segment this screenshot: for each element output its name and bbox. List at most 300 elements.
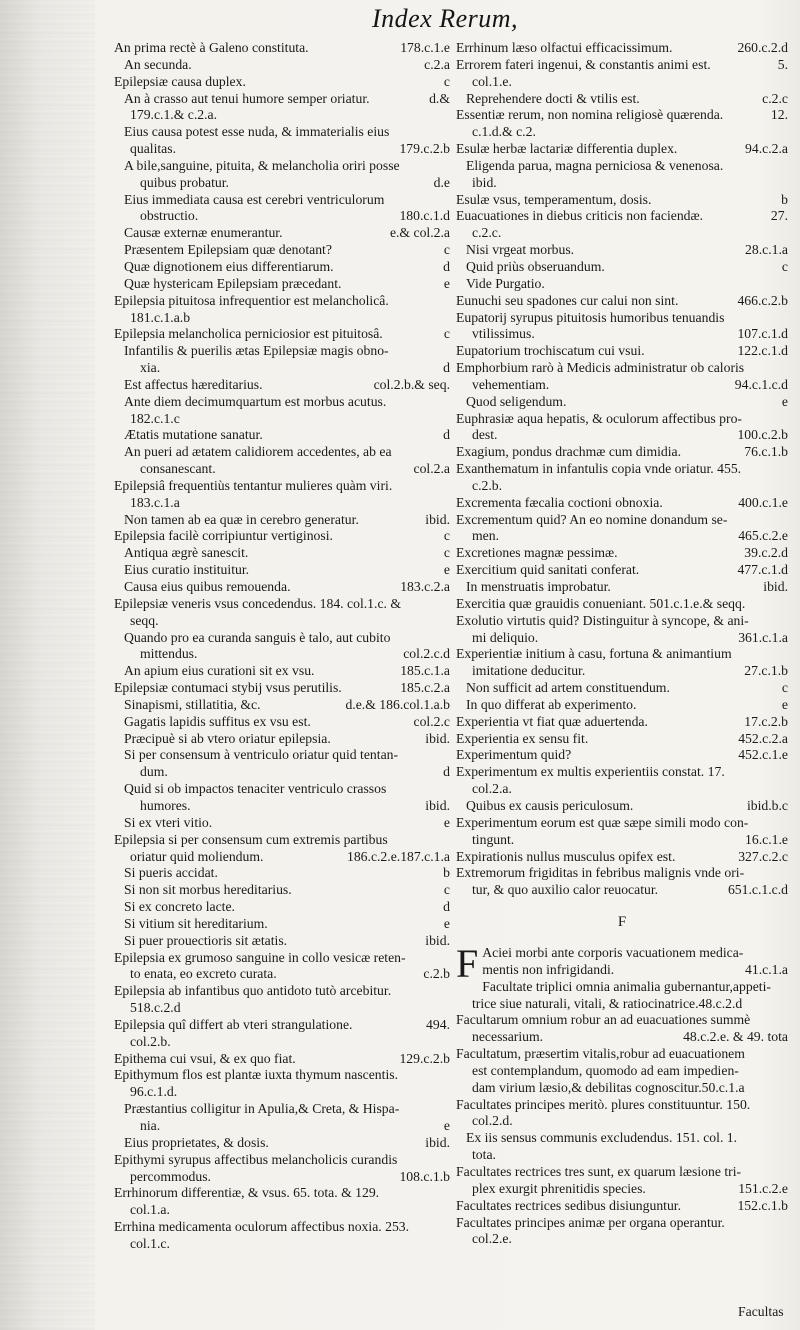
entry-reference — [782, 1231, 788, 1248]
entry-text: 179.c.1.& c.2.a. — [130, 107, 218, 123]
entry-reference: 5. — [777, 56, 788, 72]
index-entry-line — [114, 1185, 450, 1202]
index-entry-line — [114, 444, 450, 461]
entry-text: percommodus. — [130, 1168, 211, 1184]
entry-text: Epilepsia facilè corripiuntur vertiginosi. — [114, 528, 333, 544]
entry-reference — [782, 158, 788, 175]
index-entry-line — [456, 832, 788, 849]
entry-reference: ibid. — [763, 579, 788, 594]
entry-text: c.1.d.& c.2. — [472, 124, 536, 140]
index-entry-line — [456, 427, 788, 444]
entry-reference: d.e.& 186.col.1.a.b — [345, 696, 450, 712]
entry-reference: 179.c.2.b — [399, 141, 450, 157]
entry-text: Eligenda parua, magna perniciosa & venenosa. — [466, 157, 724, 173]
entry-reference — [444, 1101, 450, 1118]
entry-text: c.2.b. — [472, 477, 503, 493]
index-entry-line — [456, 1147, 788, 1164]
entry-reference: 452.c.2.a — [738, 730, 788, 746]
index-entry-line — [114, 579, 450, 596]
index-entry-line — [456, 1198, 788, 1215]
entry-reference — [444, 781, 450, 798]
entry-reference — [782, 1147, 788, 1164]
index-entry-line — [114, 192, 450, 209]
entry-reference: ibid.b.c — [746, 797, 788, 813]
entry-reference: 452.c.1.e — [738, 747, 788, 763]
index-entry-line — [456, 680, 788, 697]
index-entry-line — [114, 259, 450, 276]
index-entry-line — [456, 293, 788, 310]
entry-text: Ætatis mutatione sanatur. — [124, 427, 263, 443]
entry-reference: b — [443, 865, 450, 881]
entry-reference — [444, 124, 450, 141]
index-entry-line — [456, 764, 788, 781]
index-entry-line — [456, 360, 788, 377]
entry-reference — [782, 276, 788, 293]
index-entry-line — [114, 562, 450, 579]
entry-text: Excrementum quid? An eo nomine donandum se- — [456, 511, 728, 527]
index-entry-line — [114, 781, 450, 798]
index-entry-line — [456, 1113, 788, 1130]
entry-reference: 361.c.1.a — [738, 629, 788, 645]
entry-text: Emphorbium rarò à Medicis administratur ob caloris — [456, 360, 745, 376]
entry-text: humores. — [140, 797, 191, 813]
entry-text: Essentiæ rerum, non nomina religiosè quærenda. — [456, 107, 724, 123]
index-entry-line — [114, 124, 450, 141]
index-entry-line — [456, 1164, 788, 1181]
index-entry-line — [456, 1029, 788, 1046]
index-entry-line — [114, 764, 450, 781]
index-entry-line — [114, 1236, 450, 1253]
index-entry-line — [114, 966, 450, 983]
entry-text: Causæ externæ enumerantur. — [124, 225, 283, 241]
entry-reference — [782, 1012, 788, 1029]
entry-text: 96.c.1.d. — [130, 1084, 178, 1100]
entry-reference: 100.c.2.b — [737, 427, 788, 443]
entry-text: Ante diem decimumquartum est morbus acutus. — [124, 393, 387, 409]
entry-reference: e — [443, 275, 450, 291]
index-entry-line — [114, 714, 450, 731]
index-entry-line — [114, 697, 450, 714]
entry-text: Excretiones magnæ pessimæ. — [456, 545, 618, 561]
entry-reference: 183.c.2.a — [400, 579, 450, 594]
entry-text: mi deliquio. — [472, 629, 539, 645]
running-header: Index Rerum, — [372, 4, 519, 33]
index-entry-line — [114, 175, 450, 192]
entry-text: Experimentum eorum est quæ sæpe simili modo con- — [456, 814, 749, 830]
index-entry-line — [456, 613, 788, 630]
entry-text: Vide Purgatio. — [466, 275, 545, 291]
entry-text: Antiqua ægrè sanescit. — [124, 545, 249, 561]
entry-reference: c — [443, 545, 450, 561]
entry-reference: c.2.b — [423, 966, 450, 982]
index-entry-line — [114, 225, 450, 242]
entry-text: mentis non infrigidandi. — [482, 961, 615, 977]
entry-text: An apium eius curationi sit ex vsu. — [124, 663, 315, 679]
entry-reference: 39.c.2.d — [744, 545, 788, 561]
entry-reference: d — [443, 899, 450, 915]
entry-reference — [782, 512, 788, 529]
entry-text: Quod seligendum. — [466, 393, 567, 409]
entry-text: An prima rectè à Galeno constituta. — [114, 40, 309, 55]
entry-reference — [444, 613, 450, 630]
entry-reference: 48.c.2.e. & 49. tota — [683, 1029, 788, 1045]
index-entry-line — [114, 1067, 450, 1084]
index-entry-line — [114, 343, 450, 360]
index-entry-line — [482, 945, 788, 962]
entry-text: 518.c.2.d — [130, 1000, 181, 1016]
entry-reference — [444, 158, 450, 175]
index-entry-line — [456, 882, 788, 899]
index-entry-line — [114, 882, 450, 899]
entry-reference: e — [443, 562, 450, 578]
index-entry-line — [114, 663, 450, 680]
entry-reference: col.2.b.& seq. — [373, 376, 450, 392]
entry-text: Excrementa fæcalia coctioni obnoxia. — [456, 494, 663, 510]
entry-reference: 76.c.1.b — [744, 444, 788, 460]
entry-text: Epilepsia pituitosa infrequentior est melancholicâ. — [114, 292, 389, 308]
entry-reference — [782, 124, 788, 141]
index-entry-line — [114, 1118, 450, 1135]
entry-reference: ibid. — [425, 730, 450, 746]
entry-reference — [782, 461, 788, 478]
entry-reference — [782, 225, 788, 242]
entry-text: Quid priùs obseruandum. — [466, 258, 605, 274]
index-entry-line — [114, 91, 450, 108]
entry-text: In menstruatis improbatur. — [466, 579, 611, 594]
entry-text: Epilepsiâ frequentiùs tentantur mulieres quàm viri. — [114, 477, 393, 493]
entry-text: Facultate triplici omnia animalia gubernantur,appeti- — [482, 978, 771, 994]
entry-text: ibid. — [472, 174, 497, 190]
index-entry-line — [114, 107, 450, 124]
entry-text: col.2.b. — [130, 1033, 171, 1049]
entry-reference: 152.c.1.b — [737, 1197, 788, 1213]
entry-reference: c — [781, 680, 788, 696]
index-entry-line — [114, 1169, 450, 1186]
index-entry-line — [456, 411, 788, 428]
entry-text: imitatione deducitur. — [472, 663, 586, 679]
entry-reference: ibid. — [425, 932, 450, 948]
entry-text: obstructio. — [140, 208, 199, 224]
entry-text: 183.c.1.a — [130, 494, 180, 510]
entry-reference — [782, 996, 788, 1013]
entry-reference: e — [781, 696, 788, 712]
entry-text: Epilepsia ex grumoso sanguine in collo vesicæ reten- — [114, 949, 406, 965]
index-entry-line — [456, 276, 788, 293]
entry-reference — [444, 1000, 450, 1017]
entry-reference — [782, 411, 788, 428]
entry-text: Epithymum flos est plantæ iuxta thymum nascentis. — [114, 1067, 398, 1083]
entry-reference — [782, 478, 788, 495]
entry-reference: d — [443, 764, 450, 780]
entry-text: Experimentum quid? — [456, 747, 572, 763]
entry-text: col.1.e. — [472, 73, 512, 89]
entry-reference: 651.c.1.c.d — [727, 882, 788, 898]
index-entry-line — [456, 849, 788, 866]
entry-text: dam virium læsio,& debilitas cognoscitur.50.c.1.a — [472, 1079, 745, 1095]
entry-text: Quæ dignotionem eius differentiarum. — [124, 258, 334, 274]
index-entry-line — [456, 512, 788, 529]
entry-text: Reprehendere docti & vtilis est. — [466, 90, 640, 106]
entry-text: Exercitium quid sanitati conferat. — [456, 562, 640, 578]
entry-text: Quando pro ea curanda sanguis è talo, aut cubito — [124, 629, 391, 645]
index-entry-line — [456, 310, 788, 327]
index-entry-line — [114, 849, 450, 866]
entry-text: Infantilis & puerilis ætas Epilepsiæ magis obno- — [124, 343, 389, 359]
entry-reference: 16.c.1.e — [745, 831, 788, 847]
index-entry-line — [114, 377, 450, 394]
entry-reference — [444, 1152, 450, 1169]
entry-reference — [782, 175, 788, 192]
entry-reference — [444, 630, 450, 647]
entry-reference — [782, 1113, 788, 1130]
entry-reference — [782, 979, 788, 996]
entry-reference: 185.c.1.a — [400, 663, 450, 679]
entry-reference — [782, 310, 788, 327]
entry-text: Facultates rectrices sedibus disiunguntur. — [456, 1197, 682, 1213]
entry-text: Exagium, pondus drachmæ cum dimidia. — [456, 444, 682, 460]
entry-text: Si non sit morbus hereditarius. — [124, 882, 292, 898]
index-entry-line — [456, 798, 788, 815]
entry-text: Epilepsiæ veneris vsus concedendus. 184. col.1.c. & — [114, 595, 402, 611]
entry-text: Epithymi syrupus affectibus melancholicis curandis — [114, 1151, 398, 1167]
index-entry-line — [456, 865, 788, 882]
entry-reference — [782, 1164, 788, 1181]
entry-text: Eunuchi seu spadones cur calui non sint. — [456, 292, 679, 308]
entry-text: Ex iis sensus communis excludendus. 151. col. 1. — [466, 1130, 738, 1146]
entry-text: xia. — [140, 360, 161, 376]
index-entry-line — [456, 343, 788, 360]
index-entry-line — [456, 57, 788, 74]
entry-text: Exercitia quæ grauidis conueniant. 501.c.1.e.& seqq. — [456, 595, 746, 611]
entry-reference — [444, 1236, 450, 1253]
index-entry-line — [114, 478, 450, 495]
entry-reference: 122.c.1.d — [737, 343, 788, 359]
index-entry-line — [114, 1000, 450, 1017]
index-entry-line — [114, 545, 450, 562]
entry-text: Euphrasiæ aqua hepatis, & oculorum affectibus pro- — [456, 410, 742, 426]
index-entry-line — [114, 310, 450, 327]
entry-reference: 466.c.2.b — [737, 292, 788, 308]
entry-reference — [444, 1202, 450, 1219]
entry-reference: 327.c.2.c — [738, 848, 788, 864]
index-entry-line — [114, 1051, 450, 1068]
index-entry-line — [114, 798, 450, 815]
entry-reference: e — [443, 915, 450, 931]
entry-reference — [782, 1080, 788, 1097]
index-entry-line — [114, 983, 450, 1000]
index-entry-line — [456, 1231, 788, 1248]
index-entry-line — [114, 680, 450, 697]
index-entry-line — [456, 175, 788, 192]
index-entry-line — [456, 1080, 788, 1097]
index-entry-line — [456, 1063, 788, 1080]
index-entry-line — [114, 731, 450, 748]
entry-text: mittendus. — [140, 646, 198, 662]
entry-text: Aciei morbi ante corporis vacuationem medica- — [482, 945, 744, 961]
entry-text: Expirationis nullus musculus opifex est. — [456, 848, 676, 864]
entry-reference — [444, 478, 450, 495]
entry-text: Errorem fateri ingenui, & constantis animi est. — [456, 56, 711, 72]
entry-text: Errhina medicamenta oculorum affectibus noxia. 253. — [114, 1219, 410, 1235]
index-entry-line — [114, 242, 450, 259]
entry-text: An à crasso aut tenui humore semper oriatur. — [124, 90, 370, 106]
entry-reference: col.2.a — [413, 461, 450, 477]
entry-text: Exolutio virtutis quid? Distinguitur à syncope, & ani- — [456, 612, 749, 628]
index-entry-line — [456, 815, 788, 832]
entry-reference: c — [443, 242, 450, 258]
index-entry-line — [456, 1215, 788, 1232]
entry-reference — [444, 310, 450, 327]
entry-reference: e — [781, 393, 788, 409]
index-entry-line — [114, 1219, 450, 1236]
entry-text: Epilepsia quî differt ab vteri strangulatione. — [114, 1016, 353, 1032]
entry-reference — [444, 411, 450, 428]
entry-text: quibus probatur. — [140, 174, 229, 190]
entry-text: 182.c.1.c — [130, 410, 180, 426]
entry-reference: col.2.c — [413, 713, 450, 729]
entry-text: Si vitium sit hereditarium. — [124, 915, 268, 931]
entry-text: col.2.a. — [472, 781, 512, 797]
entry-reference — [782, 1063, 788, 1080]
index-entry-line — [114, 815, 450, 832]
index-entry-line — [456, 74, 788, 91]
index-entry-line — [456, 377, 788, 394]
index-entry-line — [456, 1012, 788, 1029]
entry-text: col.2.e. — [472, 1231, 512, 1247]
index-entry-line — [456, 91, 788, 108]
entry-reference: c — [443, 73, 450, 89]
entry-reference — [782, 781, 788, 798]
index-entry-line — [456, 326, 788, 343]
index-entry-line — [456, 259, 788, 276]
index-entry-line — [456, 545, 788, 562]
index-entry-line — [114, 646, 450, 663]
index-entry-line — [456, 1181, 788, 1198]
entry-text: col.1.a. — [130, 1202, 170, 1218]
entry-text: tur, & quo auxilio calor reuocatur. — [472, 882, 659, 898]
entry-text: Gagatis lapidis suffitus ex vsu est. — [124, 713, 311, 729]
entry-text: Facultarum omnium robur an ad euacuationes summè — [456, 1012, 751, 1028]
entry-reference — [444, 293, 450, 310]
f-entries — [456, 979, 788, 1249]
index-column-left — [114, 40, 450, 1253]
entry-text: necessarium. — [472, 1029, 544, 1045]
entry-reference: c — [781, 258, 788, 274]
index-entry-line — [114, 394, 450, 411]
index-entry-line — [114, 1152, 450, 1169]
entry-reference — [444, 343, 450, 360]
entry-reference — [444, 832, 450, 849]
index-entry-line — [114, 40, 450, 57]
entry-text: An secunda. — [124, 56, 192, 72]
entry-text: qualitas. — [130, 141, 176, 157]
entry-text: nia. — [140, 1118, 161, 1133]
section-heading-f: F — [617, 913, 627, 930]
index-entry-line — [114, 208, 450, 225]
index-entry-line — [114, 427, 450, 444]
index-entry-line — [456, 596, 788, 613]
entry-reference — [782, 646, 788, 663]
index-entry-line — [456, 495, 788, 512]
entry-reference — [782, 764, 788, 781]
index-entry-line — [114, 950, 450, 967]
entry-reference: 28.c.1.a — [745, 242, 788, 258]
index-entry-line — [456, 158, 788, 175]
index-entry-line — [114, 865, 450, 882]
entry-reference: 151.c.2.e — [738, 1180, 788, 1196]
index-entry-line — [114, 512, 450, 529]
entry-text: Euacuationes in diebus criticis non faciendæ. — [456, 208, 704, 224]
entry-reference — [782, 945, 788, 962]
entry-text: Si pueris accidat. — [124, 865, 218, 881]
entry-text: In quo differat ab experimento. — [466, 696, 637, 712]
entry-reference: 185.c.2.a — [400, 680, 450, 696]
entry-reference — [444, 495, 450, 512]
entry-reference — [782, 865, 788, 882]
entry-reference — [444, 1084, 450, 1101]
entry-text: Quibus ex causis periculosum. — [466, 797, 634, 813]
entry-reference — [444, 747, 450, 764]
index-entry-line — [114, 747, 450, 764]
entry-reference: 107.c.1.d — [737, 326, 788, 342]
entry-text: Eius immediata causa est cerebri ventriculorum — [124, 191, 385, 207]
entry-reference: d.& — [429, 90, 450, 106]
drop-capital: F — [456, 941, 479, 987]
entry-reference: ibid. — [425, 511, 450, 527]
index-entry-line — [114, 293, 450, 310]
index-entry-line — [456, 141, 788, 158]
right-entries-e — [456, 40, 788, 899]
entry-text: Experimentum ex multis experientiis constat. 17. — [456, 764, 725, 780]
entry-text: Præcipuè si ab vtero oriatur epilepsia. — [124, 730, 331, 746]
index-entry-line — [456, 208, 788, 225]
entry-reference: 178.c.1.e — [400, 40, 450, 55]
entry-reference: ibid. — [425, 797, 450, 813]
entry-text: Exanthematum in infantulis copia vnde oriatur. 455. — [456, 461, 742, 477]
entry-reference — [782, 1215, 788, 1232]
entry-text: Eius curatio instituitur. — [124, 562, 250, 578]
index-entry-line — [456, 225, 788, 242]
index-entry-line — [482, 962, 788, 979]
index-entry-line — [456, 646, 788, 663]
entry-reference: ibid. — [425, 1134, 450, 1150]
index-entry-line — [114, 141, 450, 158]
entry-text: Errhinorum differentiæ, & vsus. 65. tota. & 129. — [114, 1185, 380, 1201]
entry-text: Errhinum læso olfactui efficacissimum. — [456, 40, 673, 55]
entry-text: est contemplandum, quomodo ad eam impedien- — [472, 1062, 739, 1078]
entry-reference: e.& col.2.a — [389, 225, 450, 241]
entry-reference: 27.c.1.b — [744, 663, 788, 679]
entry-reference — [782, 596, 788, 613]
entry-text: Facultates principes meritò. plures constituuntur. 150. — [456, 1096, 751, 1112]
index-entry-line — [114, 1202, 450, 1219]
index-entry-line — [456, 1046, 788, 1063]
entry-reference: 41.c.1.a — [745, 961, 788, 977]
entry-reference — [444, 983, 450, 1000]
entry-text: men. — [472, 528, 499, 544]
entry-text: Est affectus hæreditarius. — [124, 376, 263, 392]
entry-reference: 186.c.2.e.187.c.1.a — [346, 848, 450, 864]
entry-text: Causa eius quibus remouenda. — [124, 579, 291, 594]
entry-text: 181.c.1.a.b — [130, 309, 191, 325]
entry-text: Non sufficit ad artem constituendum. — [466, 680, 670, 696]
index-entry-line — [114, 596, 450, 613]
entry-reference — [782, 1130, 788, 1147]
index-entry-line — [456, 394, 788, 411]
entry-reference — [444, 950, 450, 967]
entry-text: Epilepsia melancholica perniciosior est pituitosâ. — [114, 326, 383, 342]
entry-text: Esulæ herbæ lactariæ differentia duplex. — [456, 141, 678, 157]
